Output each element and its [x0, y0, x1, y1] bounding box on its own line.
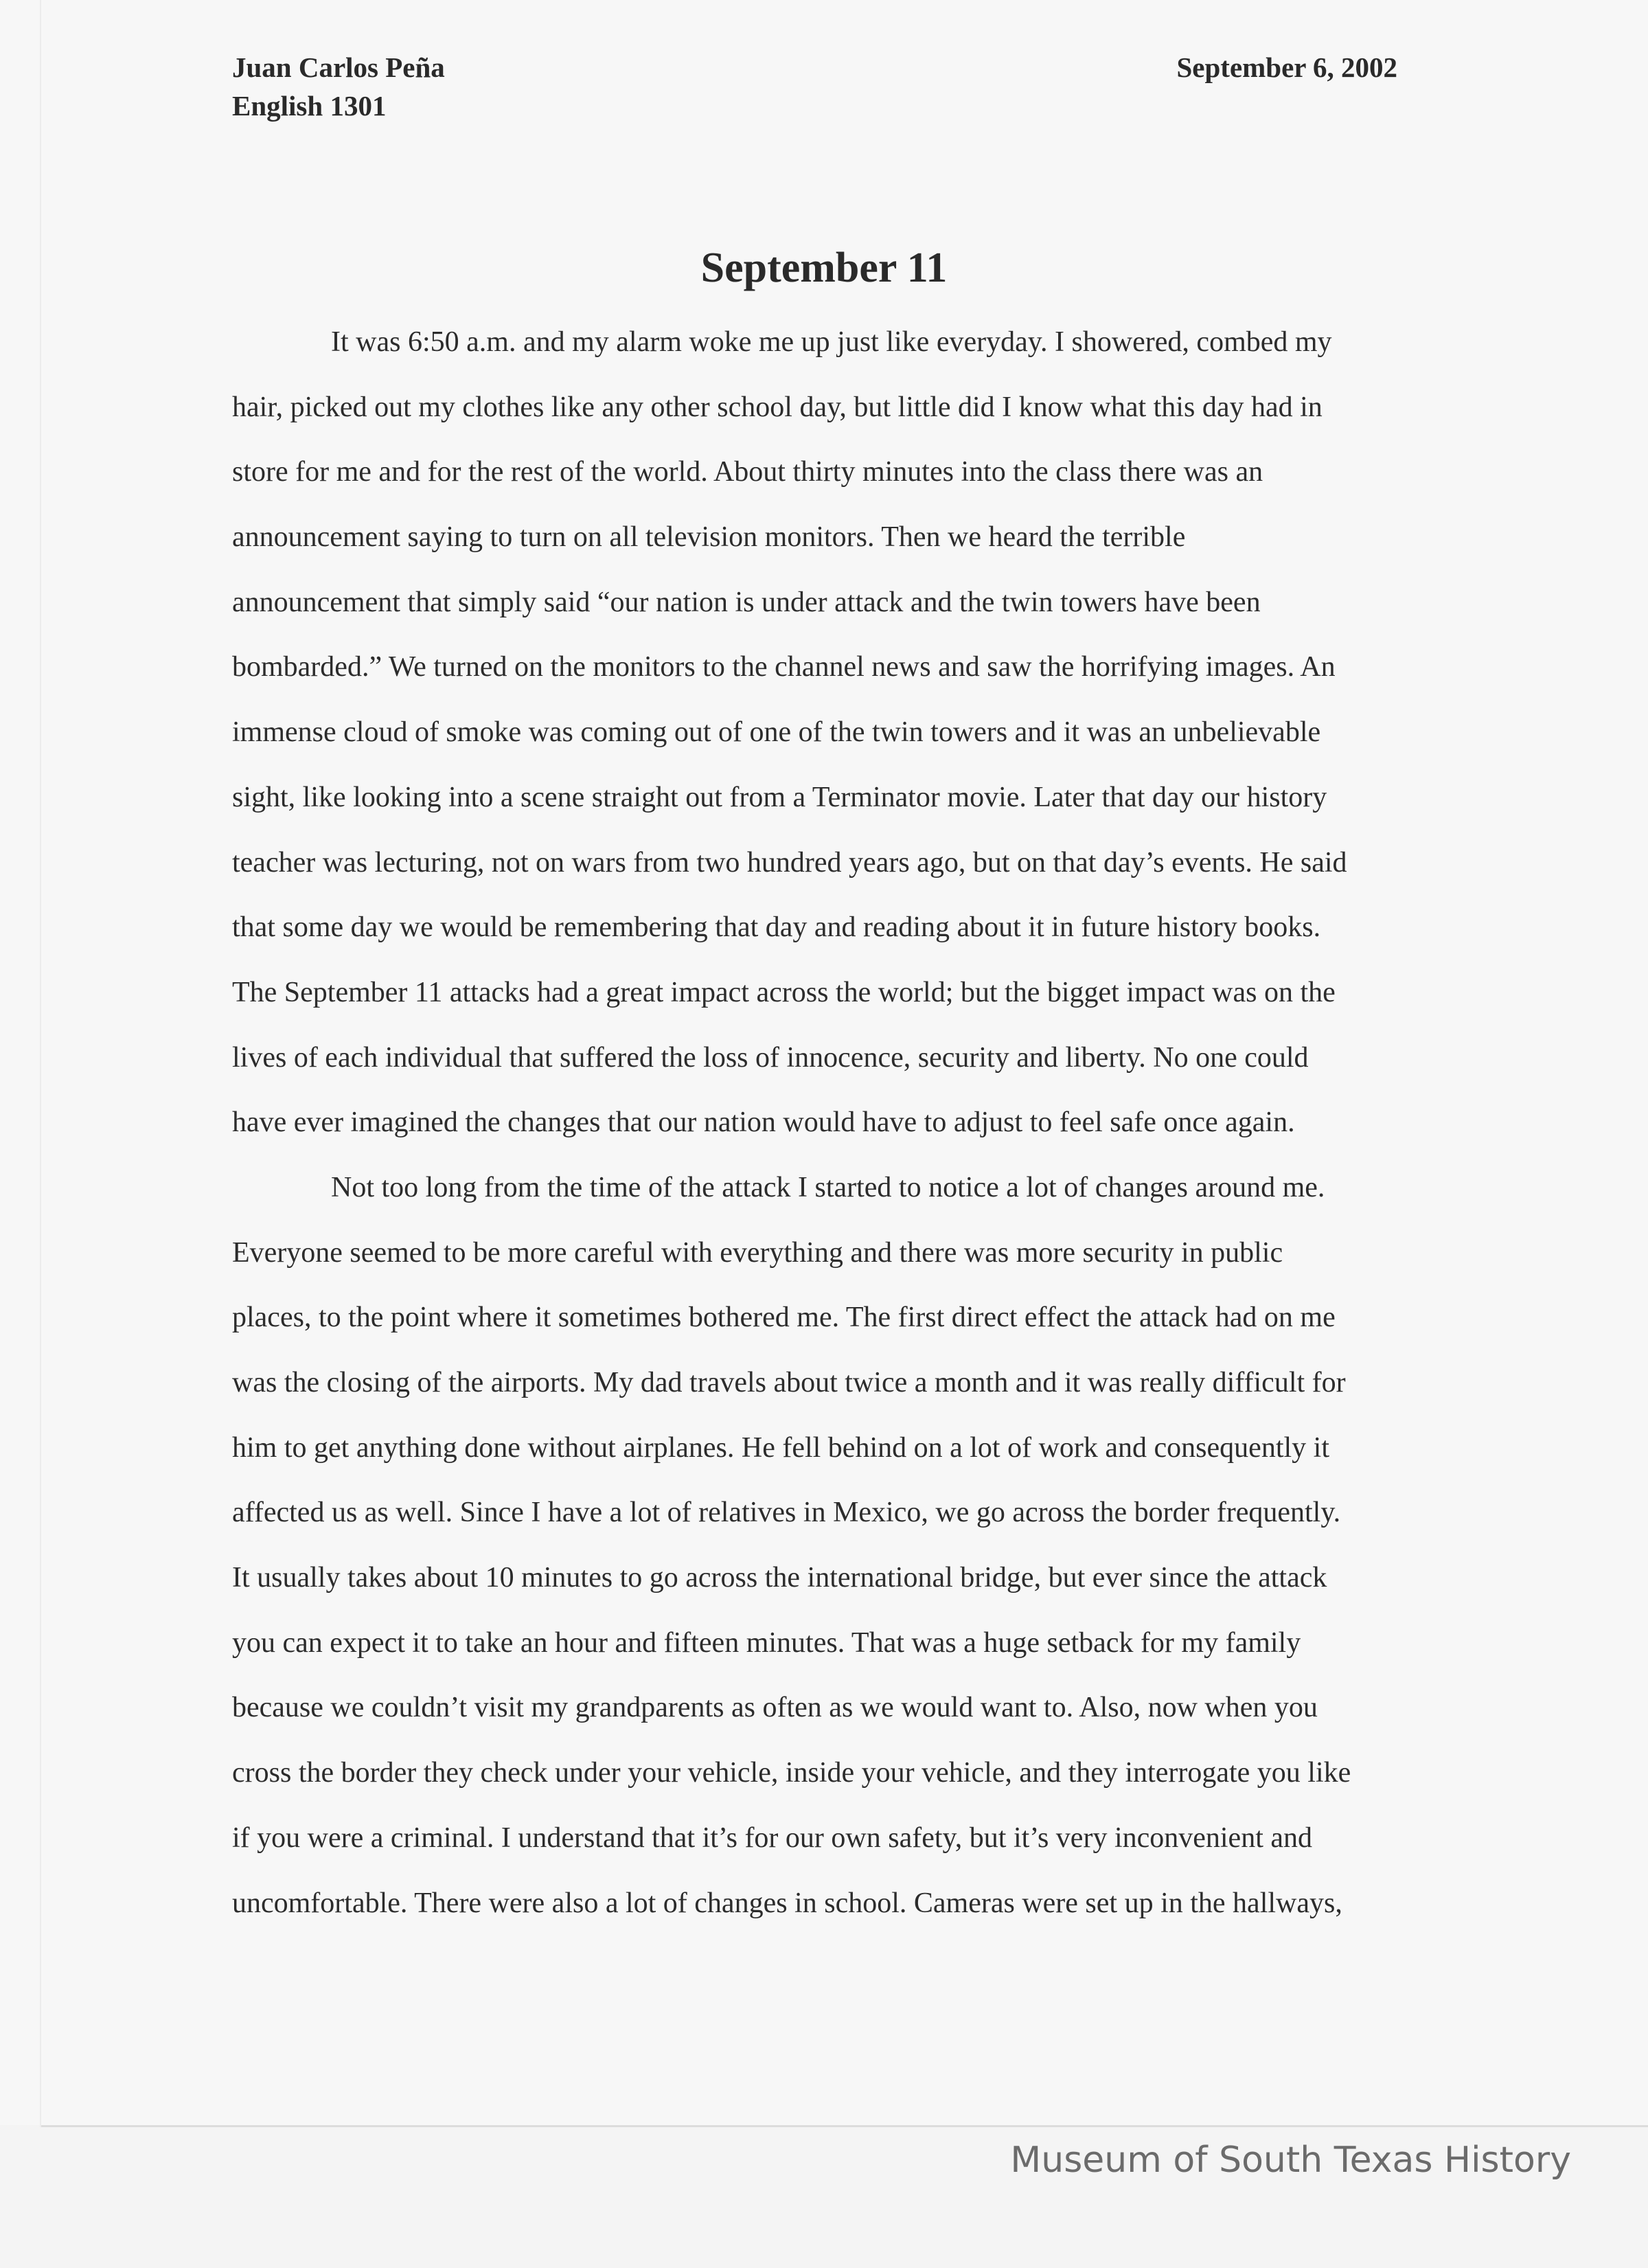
essay-line: you can expect it to take an hour and fifteen minutes. That was a huge setback for my family [232, 1626, 1301, 1659]
essay-body [232, 310, 1496, 1936]
essay-line: was the closing of the airports. My dad travels about twice a month and it was really difficult for [232, 1367, 1346, 1398]
essay-line: immense cloud of smoke was coming out of one of the twin towers and it was an unbelievable [232, 716, 1321, 749]
page-bottom-edge [41, 2125, 1648, 2127]
essay-line: lives of each individual that suffered the loss of innocence, security and liberty. No one could [232, 1041, 1309, 1074]
author-name: Juan Carlos Peña [232, 52, 445, 83]
page-left-edge [40, 0, 41, 2127]
essay-line: if you were a criminal. I understand that it’s for our own safety, but it’s very inconvenient and [232, 1822, 1313, 1854]
essay-line: uncomfortable. There were also a lot of changes in school. Cameras were set up in the hallways, [232, 1887, 1342, 1919]
essay-line: teacher was lecturing, not on wars from two hundred years ago, but on that day’s events. He said [232, 846, 1347, 878]
essay-line: places, to the point where it sometimes bothered me. The first direct effect the attack had on me [232, 1302, 1336, 1334]
museum-watermark: Museum of South Texas History [1010, 2140, 1571, 2181]
essay-line: It usually takes about 10 minutes to go across the international bridge, but ever since the attack [232, 1562, 1327, 1594]
essay-line: affected us as well. Since I have a lot of relatives in Mexico, we go across the border frequently. [232, 1497, 1341, 1529]
essay-title: September 11 [700, 245, 948, 291]
essay-line: cross the border they check under your vehicle, inside your vehicle, and they interrogate you like [232, 1757, 1351, 1789]
header-block [232, 48, 445, 125]
essay-line: because we couldn’t visit my grandparents as often as we would want to. Also, now when you [232, 1692, 1318, 1724]
essay-line: him to get anything done without airplanes. He fell behind on a lot of work and consequently it [232, 1431, 1329, 1464]
essay-line: The September 11 attacks had a great impact across the world; but the bigget impact was on the [232, 976, 1336, 1008]
essay-date: September 6, 2002 [1176, 52, 1397, 83]
essay-line: hair, picked out my clothes like any other school day, but little did I know what this day had in [232, 391, 1323, 423]
essay-line: Everyone seemed to be more careful with everything and there was more security in public [232, 1236, 1283, 1269]
essay-line: store for me and for the rest of the world. About thirty minutes into the class there was an [232, 456, 1263, 488]
essay-line: announcement that simply said “our nation is under attack and the twin towers have been [232, 586, 1261, 618]
essay-line: that some day we would be remembering that day and reading about it in future history books. [232, 911, 1321, 944]
essay-line: announcement saying to turn on all television monitors. Then we heard the terrible [232, 521, 1186, 554]
essay-line: bombarded.” We turned on the monitors to the channel news and saw the horrifying images. An [232, 651, 1336, 683]
essay-line: sight, like looking into a scene straight out from a Terminator movie. Later that day our history [232, 781, 1327, 813]
essay-line: It was 6:50 a.m. and my alarm woke me up just like everyday. I showered, combed my [331, 326, 1332, 358]
course-name: English 1301 [232, 90, 387, 122]
essay-line: have ever imagined the changes that our nation would have to adjust to feel safe once again. [232, 1107, 1295, 1139]
essay-line: Not too long from the time of the attack I started to notice a lot of changes around me. [331, 1171, 1325, 1203]
